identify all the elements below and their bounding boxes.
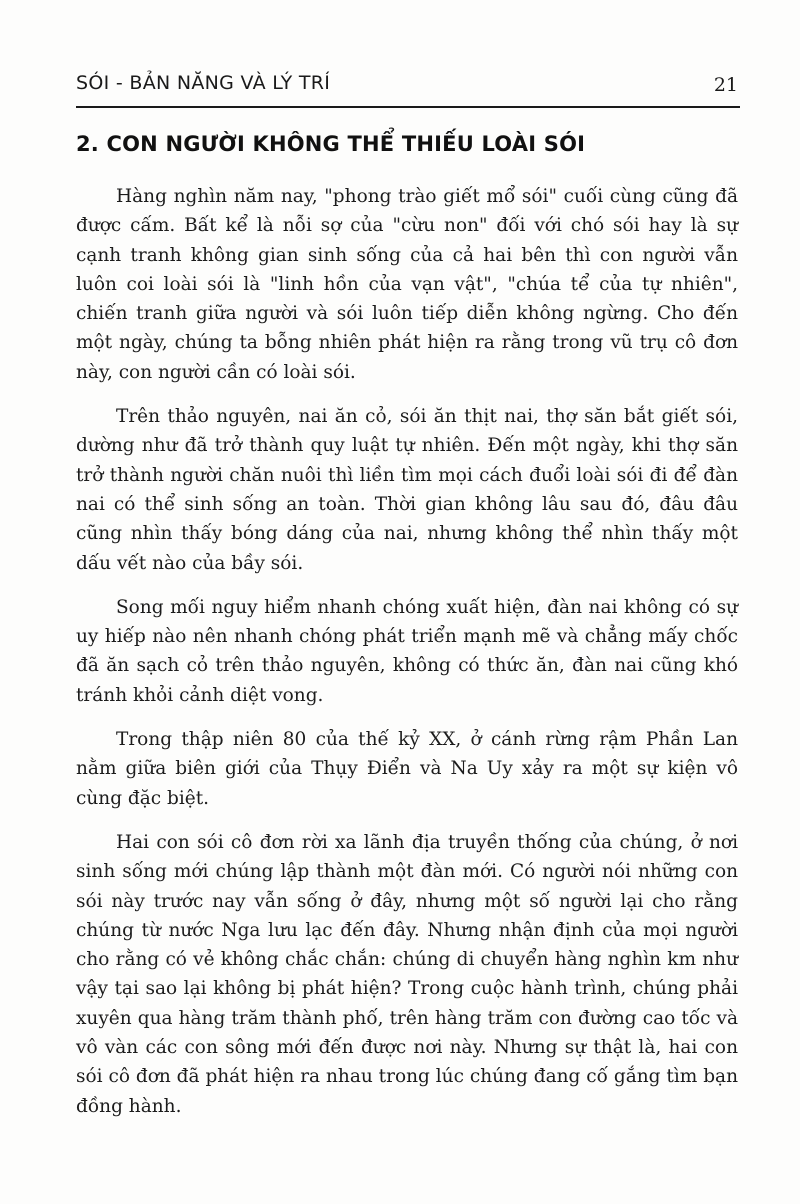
paragraph: Song mối nguy hiểm nhanh chóng xuất hiện, đàn nai không có sự uy hiếp nào nên nhanh chóng phát triển mạnh mẽ và chẳng mấy chốc đã ăn sạch cỏ trên thảo nguyên, không có thức ăn, đàn nai cũng khó tránh khỏi cảnh diệt vong. [76,596,738,706]
header-divider [76,106,740,108]
running-title: SÓI - BẢN NĂNG VÀ LÝ TRÍ [76,72,331,94]
section-heading: 2. CON NGƯỜI KHÔNG THỂ THIẾU LOÀI SÓI [76,132,586,156]
paragraph: Trong thập niên 80 của thế kỷ XX, ở cánh rừng rậm Phần Lan nằm giữa biên giới của Thụy Điển và Na Uy xảy ra một sự kiện vô cùng đặc biệt. [76,729,738,809]
body-text [76,182,738,1136]
running-header [76,70,740,104]
paragraph: Hai con sói cô đơn rời xa lãnh địa truyền thống của chúng, ở nơi sinh sống mới chúng lập thành một đàn mới. Có người nói những con sói này trước nay vẫn sống ở đây, nhưng một số người lại cho rằng chúng từ nước Nga lưu lạc đến đây. Nhưng nhận định của mọi người cho rằng có vẻ không chắc chắn: chúng di chuyển hàng nghìn km như vậy tại sao lại không bị phát hiện? Trong cuộc hành trình, chúng phải xuyên qua hàng trăm thành phố, trên hàng trăm con đường cao tốc và vô vàn các con sông mới đến được nơi này. Nhưng sự thật là, hai con sói cô đơn đã phát hiện ra nhau trong lúc chúng đang cố gắng tìm bạn đồng hành. [76,831,738,1117]
paragraph: Hàng nghìn năm nay, "phong trào giết mổ sói" cuối cùng cũng đã được cấm. Bất kể là nỗi sợ của "cừu non" đối với chó sói hay là sự cạnh tranh không gian sinh sống của cả hai bên thì con người vẫn luôn coi loài sói là "linh hồn của vạn vật", "chúa tể của tự nhiên", chiến tranh giữa người và sói luôn tiếp diễn không ngừng. Cho đến một ngày, chúng ta bỗng nhiên phát hiện ra rằng trong vũ trụ cô đơn này, con người cần có loài sói. [76,186,738,383]
paragraph: Trên thảo nguyên, nai ăn cỏ, sói ăn thịt nai, thợ săn bắt giết sói, dường như đã trở thành quy luật tự nhiên. Đến một ngày, khi thợ săn trở thành người chăn nuôi thì liền tìm mọi cách đuổi loài sói đi để đàn nai có thể sinh sống an toàn. Thời gian không lâu sau đó, đâu đâu cũng nhìn thấy bóng dáng của nai, nhưng không thể nhìn thấy một dấu vết nào của bầy sói. [76,406,738,574]
page-number: 21 [713,74,738,96]
